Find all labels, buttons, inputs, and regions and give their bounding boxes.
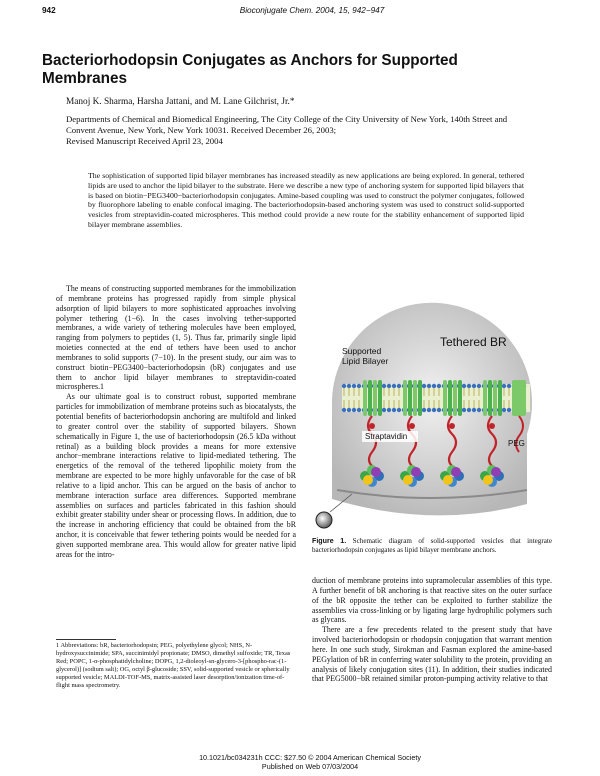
br-helix (458, 380, 462, 416)
br-helix (418, 380, 422, 416)
published-line: Published on Web 07/03/2004 (261, 761, 359, 771)
body-paragraph-4: There are a few precedents related to the present study that have involved bacteriorhodopsin or rhodopsin conjugation that warrant mention here. In one such study, Sirokman and Fasman explored the amine-based PEGylation of bR in conferring water solubility to the protein, providing an analysis of likely conjugation sites (11). In addition, their studies indicated that PEG5000−bR retained similar proton-pumping activity relative to that (312, 625, 552, 684)
br-helix (378, 380, 382, 416)
streptavidin-subunit (411, 467, 421, 477)
br-helix (368, 380, 372, 416)
figure-1-caption (312, 537, 552, 555)
br-helix (443, 380, 447, 416)
lipid-head (422, 384, 426, 388)
streptavidin-subunit (483, 475, 493, 485)
label-streptavidin: Straptavidin (365, 432, 408, 441)
lipid-head (397, 408, 401, 412)
br-helix (448, 380, 452, 416)
lipid-head (357, 408, 361, 412)
left-column (56, 284, 296, 560)
br-helix (483, 380, 487, 416)
br-helix (363, 380, 367, 416)
body-paragraph-2: As our ultimate goal is to construct robust, supported membrane particles for immobilization of membrane proteins such as biocatalysts, the potential benefits of bacteriorhodopsin anchoring are multifold and linked to greater control over the stability of supported bilayers. Shown schematically in Figure 1, the use of bacteriorhodopsin (26.5 kDa without retinal) as a building block provides a means for more extensive anchor−membrane interactions relative to lipid-mediated tethering. The energetics of the removal of the tethered lipophilic moiety from the membrane are expected to be more highly unfavorable for the case of bR relative to a lipid anchor. This can be argued on the basis of anchor to membrane interaction surface area differences. Supported membrane assemblies on surfaces and particles fabricated in this fashion should exhibit greater stability under shear or processing flows. In addition, due to the increase in anchoring efficiency that could be obtained from the bR anchor, it is conceivable that fewer tethering points would be needed for a given supported membrane area. This would allow for greater native lipid areas for the intro- (56, 392, 296, 559)
lipid-head (382, 408, 386, 412)
lipid-head (472, 408, 476, 412)
streptavidin-subunit (363, 475, 373, 485)
abbreviations-footnote: 1 Abbreviations: bR, bacteriorhodopsin; PEG, polyethylene glycol; NHS, N-hydroxysuccinimide; SPA, succinimidyl propionate; DMSO, dimethyl sulfoxide; TR, Texas Red; POPC, 1-α-phosphatidylcholine; DOPG, 1,2-dioleoyl-sn-glycero-3-[phospho-rac-(1-glycerol)] (sodium salt); OG, octyl β-glucoside; SSV, solid-supported vesicle or spherically supported vesicle; MALDI-TOF-MS, matrix-assisted laser desorption/ionization time-of-flight mass spectrometry. (56, 642, 291, 690)
doi-line: 10.1021/bc034231h CCC: $27.50 © 2004 American Chemical Society (199, 753, 421, 762)
lipid-head (357, 384, 361, 388)
article-title: Bacteriorhodopsin Conjugates as Anchors for Supported Membranes (42, 52, 458, 87)
lipid-head (432, 408, 436, 412)
lipid-head (427, 408, 431, 412)
label-supported: Supported (342, 346, 382, 356)
br-helix (493, 380, 497, 416)
lipid-head (427, 384, 431, 388)
page-footer (180, 754, 440, 771)
streptavidin-subunit (491, 467, 501, 477)
revised-date: Revised Manuscript Received April 23, 2004 (66, 136, 223, 147)
figure-caption-label: Figure 1. (312, 537, 347, 545)
streptavidin-subunit (443, 475, 453, 485)
body-paragraph-3: duction of membrane proteins into supramolecular assemblies of this type. A further benefit of bR anchoring is that reactive sites on the outer surface of the bR opposite the tether can be exploited to further stabilize the assemblies via cross-linking or by ligating large hydrophilic polymers such as glycans. (312, 576, 552, 625)
lipid-head (432, 384, 436, 388)
lipid-head (347, 384, 351, 388)
lipid-head (382, 384, 386, 388)
right-column (312, 576, 552, 684)
author-list: Manoj K. Sharma, Harsha Jattani, and M. Lane Gilchrist, Jr.* (66, 97, 295, 107)
figure-1-diagram (312, 284, 552, 540)
tether-knot (489, 423, 495, 429)
lipid-head (387, 384, 391, 388)
lipid-head (437, 408, 441, 412)
streptavidin-subunit (371, 467, 381, 477)
lipid-head (342, 384, 346, 388)
br-helix (512, 380, 526, 416)
lipid-head (467, 384, 471, 388)
lipid-head (477, 408, 481, 412)
lipid-head (462, 384, 466, 388)
br-helix (408, 380, 412, 416)
figure-caption-text: Schematic diagram of solid-supported vesicles that integrate bacteriorhodopsin conjugates as lipid bilayer membrane anchors. (312, 537, 552, 554)
lipid-head (392, 408, 396, 412)
lipid-head (507, 384, 511, 388)
label-tethered-br: Tethered BR (440, 335, 507, 349)
affiliation-block (66, 114, 526, 148)
footnote-divider (56, 639, 116, 640)
streptavidin-subunit (403, 475, 413, 485)
lipid-head (352, 384, 356, 388)
tether-knot (409, 423, 415, 429)
lipid-head (397, 384, 401, 388)
lipid-head (352, 408, 356, 412)
label-peg: PEG (508, 439, 525, 448)
lipid-head (387, 408, 391, 412)
lipid-head (507, 408, 511, 412)
br-helix (413, 380, 417, 416)
lipid-head (502, 384, 506, 388)
lipid-head (347, 408, 351, 412)
page-header (42, 6, 562, 20)
lipid-head (392, 384, 396, 388)
lipid-head (342, 408, 346, 412)
lipid-head (502, 408, 506, 412)
page-number: 942 (42, 6, 56, 15)
body-paragraph-1: The means of constructing supported membranes for the immobilization of membrane proteins has progressed rapidly from simple physical adsorption of lipid bilayers to more sophisticated approaches involving polymer tethering (1−6). In the cases involving tether-supported membranes, a wide variety of tethering molecules have been employed, ranging from polymers to peptides (1, 5). Thus far, primarily single lipid moieties connected at the end of tethers have been used to anchor membranes to solid supports (7−10). In the present study, our aim was to construct biotin−PEG3400−bacteriorhodopsin (bR) conjugates and use them to anchor lipid bilayer membranes to streptavidin-coated microspheres.1 (56, 284, 296, 392)
lipid-head (462, 408, 466, 412)
affiliation-text: Departments of Chemical and Biomedical Engineering, The City College of the City University of New York, 140th Street and Convent Avenue, New York, New York 10031. (66, 114, 508, 136)
tether-knot (449, 423, 455, 429)
br-helix (373, 380, 377, 416)
lipid-head (477, 384, 481, 388)
lipid-head (472, 384, 476, 388)
br-helix (488, 380, 492, 416)
abstract: The sophistication of supported lipid bilayer membranes has increased steadily as new applications are being explored. In general, tethered lipids are used to anchor the lipid bilayer to the substrate. Here we describe a new type of anchoring system for supported lipid bilayers that is based on biotin−PEG3400−bacteriorhodopsin conjugates. Amine-based coupling was used to construct the polymer conjugates, followed by fluorophore labeling to enable confocal imaging. The bacteriorhodopsin-based anchoring system was used to construct solid-supported vesicles from streptavidin-coated microspheres. This method could provide a new route for the stability enhancement of supported lipid bilayer membrane assemblies. (88, 171, 524, 229)
lipid-head (422, 408, 426, 412)
br-helix (498, 380, 502, 416)
tether-knot (369, 423, 375, 429)
small-bead-icon (316, 512, 332, 528)
br-helix (403, 380, 407, 416)
br-helix (453, 380, 457, 416)
lipid-head (467, 408, 471, 412)
journal-citation: Bioconjugate Chem. 2004, 15, 942−947 (239, 6, 385, 15)
streptavidin-subunit (451, 467, 461, 477)
received-date: Received December 26, 2003; (230, 125, 337, 136)
lipid-head (437, 384, 441, 388)
label-lipid-bilayer: Lipid Bilayer (342, 356, 389, 366)
